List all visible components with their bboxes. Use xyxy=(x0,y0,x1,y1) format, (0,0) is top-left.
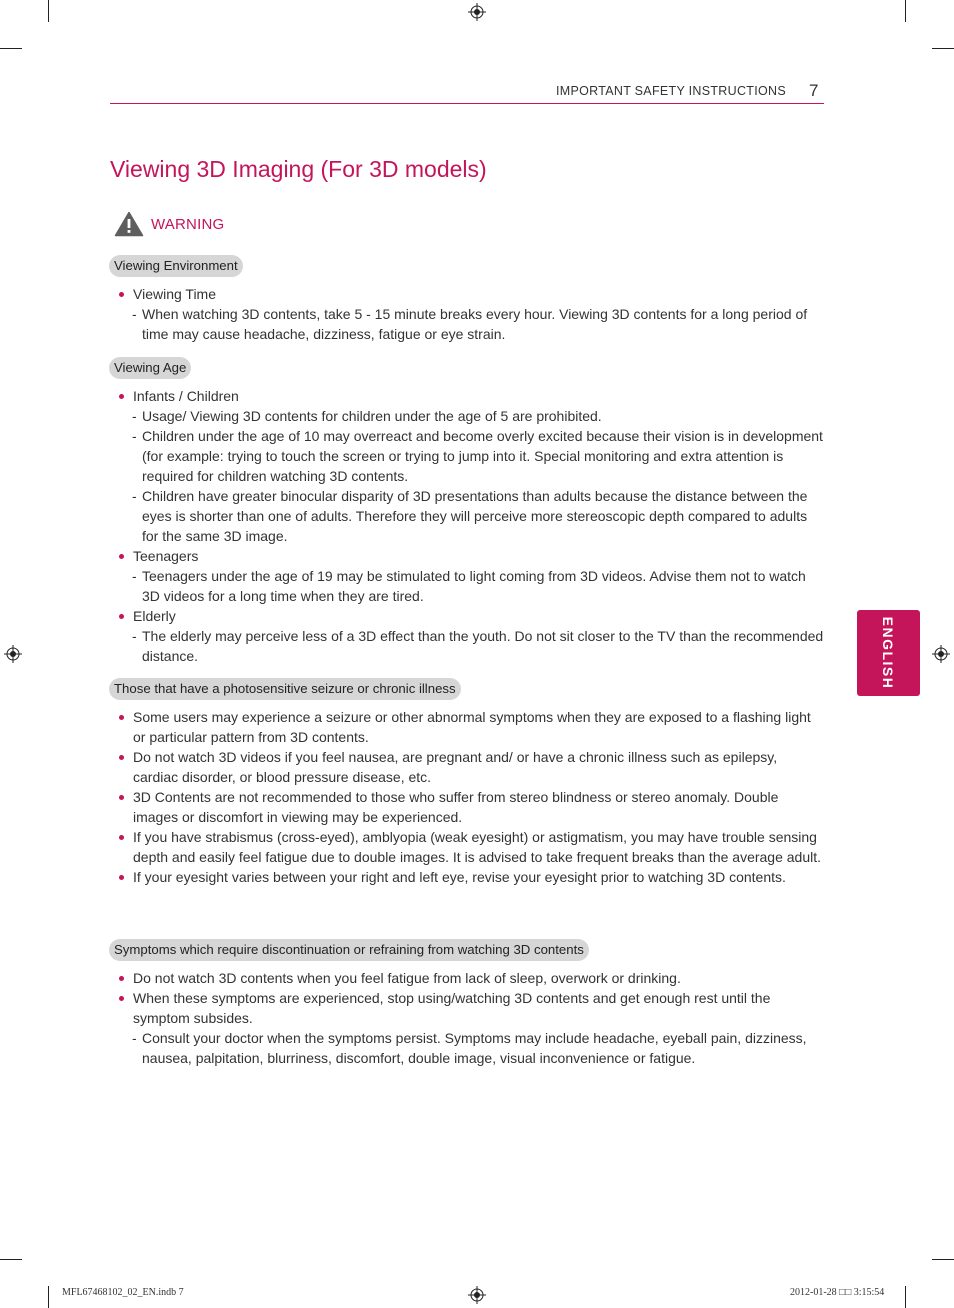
section-tag-symptoms: Symptoms which require discontinuation or refraining from watching 3D contents xyxy=(109,939,589,961)
bullet-dot xyxy=(119,394,124,399)
registration-mark-icon xyxy=(932,645,950,663)
crop-mark xyxy=(0,1259,22,1260)
sub-item: - When watching 3D contents, take 5 - 15 minute breaks every hour. Viewing 3D contents for a long period of time may cause headache, dizziness, fatigue or eye strain. xyxy=(132,306,808,342)
section-viewing-age xyxy=(118,386,826,666)
section-tag-viewing-age: Viewing Age xyxy=(109,357,191,379)
crop-mark xyxy=(932,48,954,49)
registration-mark-icon xyxy=(4,645,22,663)
page-number: 7 xyxy=(809,81,819,100)
list-item: Some users may experience a seizure or other abnormal symptoms when they are exposed to a flashing light or particular pattern from 3D contents. xyxy=(118,707,826,747)
list-item: Viewing Time xyxy=(118,284,826,304)
section-viewing-environment xyxy=(118,284,826,344)
language-tab-label: ENGLISH xyxy=(880,616,896,690)
bullet-dot xyxy=(119,996,124,1001)
list-item: Do not watch 3D videos if you feel nausea, are pregnant and/ or have a chronic illness such as epilepsy, cardiac disorder, or blood pressure disease, etc. xyxy=(118,747,826,787)
crop-mark xyxy=(905,0,906,22)
section-symptoms xyxy=(118,968,826,1068)
list-item: 3D Contents are not recommended to those who suffer from stereo blindness or stereo anomaly. Double images or discomfort in viewing may be experienced. xyxy=(118,787,826,827)
running-header: IMPORTANT SAFETY INSTRUCTIONS xyxy=(555,84,786,98)
list-item: Infants / Children xyxy=(118,386,826,406)
crop-mark xyxy=(905,1286,906,1308)
sub-item: - Children have greater binocular disparity of 3D presentations than adults because the distance between the eyes is shorter than one of adults. Therefore they will perceive more stereoscopic depth compared to adults for the same 3D image. xyxy=(132,488,808,544)
registration-mark-icon xyxy=(468,3,486,21)
sub-item: - Usage/ Viewing 3D contents for children under the age of 5 are prohibited. xyxy=(132,408,602,424)
header-rule xyxy=(110,103,824,104)
section-tag-viewing-environment: Viewing Environment xyxy=(109,255,243,277)
bullet-dot xyxy=(119,795,124,800)
bullet-dot xyxy=(119,835,124,840)
crop-mark xyxy=(48,0,49,22)
crop-mark xyxy=(932,1259,954,1260)
sub-item: - Teenagers under the age of 19 may be stimulated to light coming from 3D videos. Advise them not to watch 3D videos for a long time when they are tired. xyxy=(132,568,806,604)
bullet-dot xyxy=(119,554,124,559)
file-slug: MFL67468102_02_EN.indb 7 xyxy=(62,1287,184,1298)
bullet-dot xyxy=(119,715,124,720)
list-item: When these symptoms are experienced, stop using/watching 3D contents and get enough rest until the symptom subsides. xyxy=(118,988,826,1028)
list-item: Do not watch 3D contents when you feel fatigue from lack of sleep, overwork or drinking. xyxy=(118,968,826,988)
crop-mark xyxy=(48,1286,49,1308)
bullet-dot xyxy=(119,755,124,760)
list-item: Teenagers xyxy=(118,546,826,566)
sub-item: - Consult your doctor when the symptoms persist. Symptoms may include headache, eyeball pain, dizziness, nausea, palpitation, blurriness, discomfort, double image, visual inconvenience or fatigue. xyxy=(132,1030,807,1066)
sub-item: - Children under the age of 10 may overreact and become overly excited because their vision is in development (for example: trying to touch the screen or trying to jump into it. Special monitoring and extra attention is required for children watching 3D contents. xyxy=(132,428,823,484)
section-photosensitive xyxy=(118,707,826,887)
bullet-dot xyxy=(119,875,124,880)
print-timestamp: 2012-01-28 □□ 3:15:54 xyxy=(790,1287,885,1298)
warning-label: WARNING xyxy=(151,215,225,233)
language-tab xyxy=(857,610,920,696)
list-item: If your eyesight varies between your right and left eye, revise your eyesight prior to watching 3D contents. xyxy=(118,867,826,887)
bullet-dot xyxy=(119,614,124,619)
section-tag-photosensitive: Those that have a photosensitive seizure or chronic illness xyxy=(109,678,461,700)
list-item: If you have strabismus (cross-eyed), amblyopia (weak eyesight) or astigmatism, you may have trouble sensing depth and easily feel fatigue due to double images. It is advised to take frequent breaks than the average adult. xyxy=(118,827,826,867)
warning-triangle-icon xyxy=(114,211,144,237)
bullet-dot xyxy=(119,976,124,981)
list-item: Elderly xyxy=(118,606,826,626)
sub-item: - The elderly may perceive less of a 3D effect than the youth. Do not sit closer to the TV than the recommended distance. xyxy=(132,628,824,664)
registration-mark-icon xyxy=(468,1286,486,1304)
page-title: Viewing 3D Imaging (For 3D models) xyxy=(110,156,487,182)
bullet-dot xyxy=(119,292,124,297)
warning-heading xyxy=(114,211,224,237)
crop-mark xyxy=(0,48,22,49)
